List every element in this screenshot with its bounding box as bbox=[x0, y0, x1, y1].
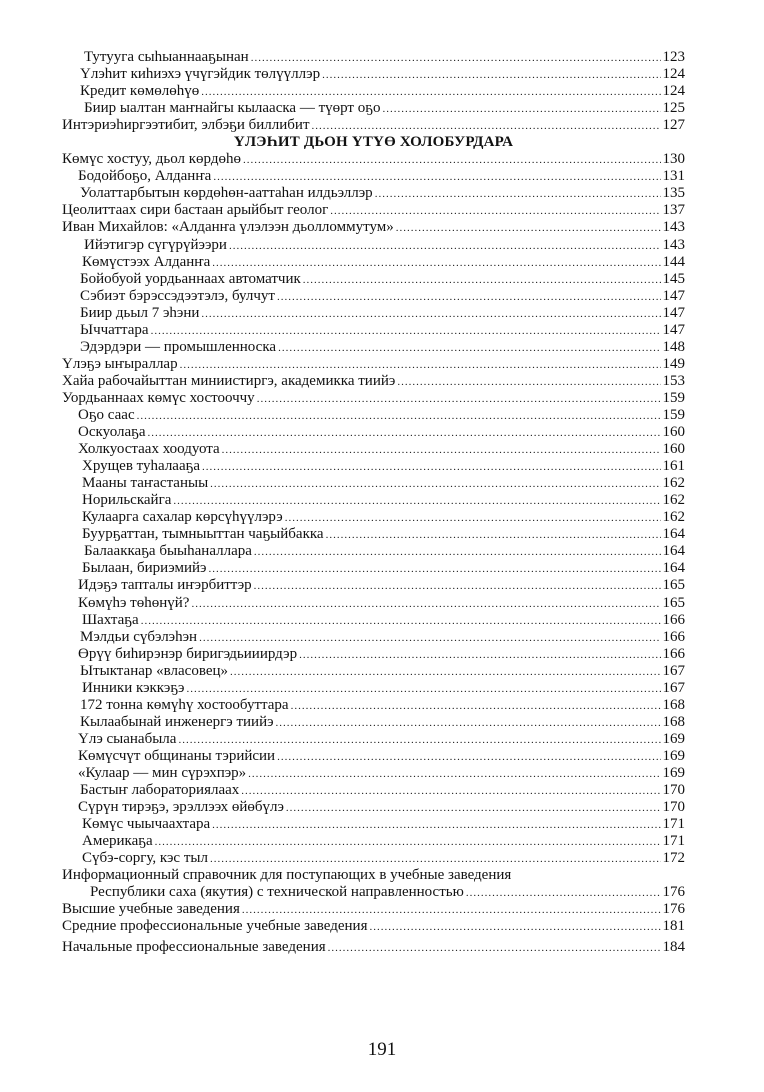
toc-entry-title: Цеолиттаах сири бастаан арыйбыт геолог bbox=[62, 202, 329, 219]
toc-entry-title: Хрущев туһалааҕа bbox=[82, 458, 201, 475]
toc-entry bbox=[62, 646, 685, 663]
toc-entry-title: Идэҕэ тапталы иҥэрбиттэр bbox=[78, 577, 252, 594]
toc-entry bbox=[62, 100, 685, 117]
toc-entry-page: 164 bbox=[662, 560, 685, 577]
toc-entry bbox=[62, 714, 685, 731]
toc-entry-page: 144 bbox=[662, 253, 685, 270]
toc-entry-page: 125 bbox=[662, 100, 685, 117]
toc-entry-page: 147 bbox=[662, 287, 685, 304]
toc-entry bbox=[62, 595, 685, 612]
toc-entry-title: Оскуолаҕа bbox=[78, 424, 146, 441]
toc-entry bbox=[62, 663, 685, 680]
toc-entry-title: Начальные профессиональные заведения bbox=[62, 939, 326, 956]
toc-entry-title: Сүбэ-соргу, кэс тыл bbox=[82, 850, 208, 867]
dot-leader bbox=[201, 84, 660, 101]
toc-group-3 bbox=[62, 901, 685, 935]
dot-leader bbox=[248, 766, 660, 783]
toc-entry-page: 162 bbox=[662, 492, 685, 509]
dot-leader bbox=[322, 67, 660, 84]
dot-leader bbox=[212, 817, 660, 834]
toc-entry-title: Высшие учебные заведения bbox=[62, 901, 240, 918]
toc-entry-title: Мааны таҥастаныы bbox=[82, 475, 209, 492]
toc-entry-title: Көмүһэ төһөнүй? bbox=[78, 594, 190, 611]
toc-entry bbox=[62, 475, 685, 492]
toc-entry bbox=[62, 407, 685, 424]
dot-leader bbox=[201, 306, 660, 323]
dot-leader bbox=[328, 940, 661, 957]
dot-leader bbox=[222, 442, 661, 459]
toc-entry-page: 145 bbox=[662, 270, 685, 287]
toc-entry-title: Тутууга сыһыаннааҕынан bbox=[84, 49, 249, 65]
dot-leader bbox=[254, 578, 661, 595]
toc-entry-title: Уордьаннаах көмүс хостооччу bbox=[62, 389, 255, 406]
toc-entry-page: 166 bbox=[662, 645, 685, 662]
toc-entry bbox=[62, 765, 685, 782]
dot-leader bbox=[187, 681, 661, 698]
toc-entry bbox=[62, 543, 685, 560]
dot-leader bbox=[155, 834, 661, 851]
toc-entry-page: 149 bbox=[662, 355, 685, 372]
toc-entry bbox=[62, 577, 685, 594]
toc-entry-title: Ытыктанар «власовец» bbox=[80, 662, 229, 679]
toc-entry-page: 170 bbox=[662, 782, 685, 799]
toc-entry-page: 166 bbox=[662, 611, 685, 628]
toc-entry bbox=[62, 816, 685, 833]
toc-entry bbox=[62, 151, 685, 168]
toc-entry bbox=[62, 219, 685, 236]
dot-leader bbox=[141, 613, 661, 630]
dot-leader bbox=[242, 902, 661, 919]
toc-entry bbox=[62, 83, 685, 100]
toc-entry bbox=[62, 185, 685, 202]
toc-entry bbox=[62, 424, 685, 441]
dot-leader bbox=[285, 510, 661, 527]
toc-entry bbox=[62, 697, 685, 714]
toc-entry-title: Биир дьыл 7 эһэни bbox=[80, 304, 200, 321]
dot-leader bbox=[209, 561, 661, 578]
toc-entry bbox=[62, 441, 685, 458]
dot-leader bbox=[229, 238, 661, 255]
dot-leader bbox=[210, 851, 661, 868]
toc-entry bbox=[62, 629, 685, 646]
toc-entry-title: Үлэһит киһиэхэ үчүгэйдик төлүүллэр bbox=[80, 66, 321, 83]
toc-entry-title: Мэлдьи сүбэлэһэн bbox=[80, 628, 198, 645]
dot-leader bbox=[466, 885, 661, 902]
toc-entry-page: 137 bbox=[662, 202, 685, 219]
toc-entry-page: 161 bbox=[662, 458, 685, 475]
toc-entry-info-heading: Информационный справочник для поступающих в учебные заведения bbox=[62, 867, 512, 884]
toc-entry-page: 176 bbox=[662, 901, 685, 918]
toc-entry bbox=[62, 168, 685, 185]
toc-entry-title: Көмүс чыычаахтара bbox=[82, 816, 211, 833]
toc-entry bbox=[62, 901, 685, 918]
toc-entry-title: Хайа рабочайыттан миниистиргэ, академикка тиийэ bbox=[62, 372, 396, 389]
dot-leader bbox=[257, 391, 661, 408]
toc-entry-page: 171 bbox=[662, 833, 685, 850]
toc-entry-title: Бодойбоҕо, Алданҥа bbox=[78, 168, 212, 185]
dot-leader bbox=[251, 50, 661, 67]
toc-entry-page: 143 bbox=[662, 236, 685, 253]
toc-entry-page: 148 bbox=[662, 338, 685, 355]
dot-leader bbox=[277, 749, 660, 766]
toc-entry-page: 168 bbox=[662, 713, 685, 730]
dot-leader bbox=[276, 715, 661, 732]
toc-entry-page: 164 bbox=[662, 543, 685, 560]
toc-entry-page: 153 bbox=[662, 372, 685, 389]
dot-leader bbox=[382, 101, 660, 118]
toc-entry-title: Интэриэһиргээтибит, элбэҕи биллибит bbox=[62, 117, 310, 134]
toc-entry-title: Инники кэккэҕэ bbox=[82, 679, 185, 696]
toc-entry-title: Сэбиэт бэрэссэдээтэлэ, булчут bbox=[80, 287, 275, 304]
toc-entry-page: 160 bbox=[662, 424, 685, 441]
toc-entry bbox=[62, 356, 685, 373]
dot-leader bbox=[191, 596, 660, 613]
toc-entry-title: Өрүү биһирэнэр биригэдьииирдэр bbox=[78, 645, 298, 662]
toc-entry bbox=[62, 271, 685, 288]
dot-leader bbox=[286, 800, 661, 817]
toc-entry bbox=[62, 492, 685, 509]
toc-entry-title: Буурҕаттан, тымныыттан чаҕыйбакка bbox=[82, 526, 324, 543]
toc-entry-page: 167 bbox=[662, 662, 685, 679]
toc-entry bbox=[62, 373, 685, 390]
toc-entry bbox=[62, 390, 685, 407]
toc-entry bbox=[62, 939, 685, 956]
toc-entry bbox=[62, 526, 685, 543]
toc-entry-title: Холкуостаах хоодуота bbox=[78, 441, 220, 458]
toc-entry-title: Кылаабынай инженергэ тиийэ bbox=[80, 713, 274, 730]
dot-leader bbox=[148, 425, 661, 442]
table-of-contents bbox=[62, 49, 685, 956]
dot-leader bbox=[330, 203, 660, 220]
toc-entry-page: 123 bbox=[662, 49, 685, 65]
toc-entry-title: Былаан, бириэмийэ bbox=[82, 560, 207, 577]
toc-group-info bbox=[62, 884, 685, 901]
toc-entry-page: 124 bbox=[662, 83, 685, 100]
dot-leader bbox=[277, 289, 661, 306]
dot-leader bbox=[241, 783, 660, 800]
toc-entry-page: 169 bbox=[662, 764, 685, 781]
dot-leader bbox=[278, 340, 660, 357]
toc-entry-page: 131 bbox=[662, 168, 685, 185]
toc-entry-page: 143 bbox=[662, 219, 685, 236]
toc-entry bbox=[62, 748, 685, 765]
toc-entry-page: 130 bbox=[662, 151, 685, 168]
toc-group-1 bbox=[62, 49, 685, 134]
toc-entry-page: 162 bbox=[662, 509, 685, 526]
toc-entry bbox=[62, 560, 685, 577]
dot-leader bbox=[303, 272, 661, 289]
toc-entry-title: Республики саха (якутия) с технической направленностью bbox=[90, 884, 464, 901]
toc-group-2 bbox=[62, 151, 685, 867]
dot-leader bbox=[212, 255, 660, 272]
dot-leader bbox=[230, 664, 660, 681]
toc-entry-page: 168 bbox=[662, 696, 685, 713]
dot-leader bbox=[299, 647, 660, 664]
toc-entry-page: 162 bbox=[662, 475, 685, 492]
toc-entry bbox=[62, 288, 685, 305]
toc-entry-title: Үлэ сыанабыла bbox=[78, 730, 177, 747]
toc-entry-title: Средние профессиональные учебные заведения bbox=[62, 918, 368, 935]
toc-entry-title: Ыччаттара bbox=[80, 321, 149, 338]
dot-leader bbox=[180, 357, 661, 374]
dot-leader bbox=[396, 220, 661, 237]
toc-entry-title: Шахтаҕа bbox=[82, 611, 139, 628]
dot-leader bbox=[151, 323, 661, 340]
dot-leader bbox=[178, 732, 660, 749]
toc-entry bbox=[62, 202, 685, 219]
dot-leader bbox=[173, 493, 660, 510]
toc-entry-title: Бастыҥ лабораториялаах bbox=[80, 782, 240, 799]
toc-entry-title: Көмүсчүт общинаны тэрийсии bbox=[78, 747, 276, 764]
toc-entry-page: 124 bbox=[662, 66, 685, 83]
toc-entry-page: 159 bbox=[662, 389, 685, 406]
toc-entry-title: Көмүс хостуу, дьол көрдөһө bbox=[62, 151, 241, 168]
toc-entry bbox=[62, 680, 685, 697]
toc-entry-page: 169 bbox=[662, 730, 685, 747]
dot-leader bbox=[312, 118, 661, 135]
toc-entry-title: Биир ыалтан маҥнайгы кылааска — түөрт оҕо bbox=[84, 100, 381, 117]
toc-entry-title: Көмүстээх Алданҥа bbox=[82, 253, 211, 270]
toc-entry-page: 147 bbox=[662, 304, 685, 321]
toc-entry-page: 166 bbox=[662, 628, 685, 645]
toc-entry bbox=[62, 339, 685, 356]
toc-entry-page: 171 bbox=[662, 816, 685, 833]
toc-entry bbox=[62, 237, 685, 254]
toc-entry bbox=[62, 884, 685, 901]
toc-entry-page: 172 bbox=[662, 850, 685, 867]
toc-entry-title: Иван Михайлов: «Алданҥа үлэлээн дьолломмутум» bbox=[62, 219, 394, 236]
section-heading: ҮЛЭҺИТ ДЬОН ҮТҮӨ ХОЛОБУРДАРА bbox=[233, 134, 514, 151]
dot-leader bbox=[210, 476, 660, 493]
dot-leader bbox=[199, 630, 660, 647]
toc-entry-page: 176 bbox=[662, 884, 685, 901]
toc-group-last bbox=[62, 939, 685, 956]
toc-entry bbox=[62, 49, 685, 66]
toc-entry-page: 164 bbox=[662, 526, 685, 543]
toc-entry bbox=[62, 509, 685, 526]
toc-entry bbox=[62, 305, 685, 322]
toc-entry-title: 172 тонна көмүһү хостообуттара bbox=[80, 696, 289, 713]
toc-entry-page: 127 bbox=[662, 117, 685, 134]
toc-entry-title: Бойобуой уордьаннаах автоматчик bbox=[80, 270, 301, 287]
toc-entry-page: 147 bbox=[662, 321, 685, 338]
dot-leader bbox=[375, 186, 661, 203]
dot-leader bbox=[243, 152, 661, 169]
toc-entry bbox=[62, 782, 685, 799]
dot-leader bbox=[254, 544, 661, 561]
page-number: 191 bbox=[367, 1039, 397, 1060]
toc-entry-title: Оҕо саас bbox=[78, 406, 135, 423]
toc-entry bbox=[62, 731, 685, 748]
toc-entry-title: Сүрүн тирэҕэ, эрэллээх өйөбүлэ bbox=[78, 799, 284, 816]
toc-entry-title: Ийэтигэр сүгүрүйээри bbox=[84, 236, 227, 253]
dot-leader bbox=[326, 527, 661, 544]
toc-entry-page: 135 bbox=[662, 185, 685, 202]
dot-leader bbox=[213, 169, 660, 186]
toc-entry bbox=[62, 458, 685, 475]
dot-leader bbox=[202, 459, 660, 476]
dot-leader bbox=[291, 698, 661, 715]
toc-entry-page: 184 bbox=[662, 939, 685, 956]
toc-entry-page: 160 bbox=[662, 441, 685, 458]
toc-entry bbox=[62, 850, 685, 867]
toc-entry bbox=[62, 612, 685, 629]
toc-entry-title: Америкаҕа bbox=[82, 833, 153, 850]
toc-entry-page: 159 bbox=[662, 406, 685, 423]
toc-entry bbox=[62, 117, 685, 134]
toc-entry bbox=[62, 322, 685, 339]
toc-entry bbox=[62, 833, 685, 850]
dot-leader bbox=[397, 374, 660, 391]
toc-entry bbox=[62, 66, 685, 83]
toc-entry bbox=[62, 918, 685, 935]
toc-entry bbox=[62, 799, 685, 816]
toc-entry-title: Балааккаҕа быыһаналлара bbox=[84, 543, 252, 560]
dot-leader bbox=[137, 408, 661, 425]
toc-entry-page: 181 bbox=[662, 918, 685, 935]
toc-entry bbox=[62, 254, 685, 271]
toc-entry-title: Үлэҕэ ыҥыраллар bbox=[62, 355, 178, 372]
dot-leader bbox=[369, 919, 660, 936]
toc-entry-title: Кулаарга сахалар көрсүһүүлэрэ bbox=[82, 509, 283, 526]
toc-entry-page: 169 bbox=[662, 747, 685, 764]
toc-entry-title: Уолаттарбытын көрдөһөн-ааттаһан илдьэллэр bbox=[80, 185, 373, 202]
toc-entry-title: Кредит көмөлөһүө bbox=[80, 83, 200, 100]
toc-entry-page: 167 bbox=[662, 679, 685, 696]
toc-entry-page: 165 bbox=[662, 594, 685, 611]
toc-entry-page: 170 bbox=[662, 799, 685, 816]
toc-entry-page: 165 bbox=[662, 577, 685, 594]
toc-entry-title: «Кулаар — мин сүрэхпэр» bbox=[78, 764, 247, 781]
toc-entry-title: Норильскайга bbox=[82, 492, 172, 509]
toc-entry-title: Эдэрдэри — промышленноска bbox=[80, 338, 277, 355]
